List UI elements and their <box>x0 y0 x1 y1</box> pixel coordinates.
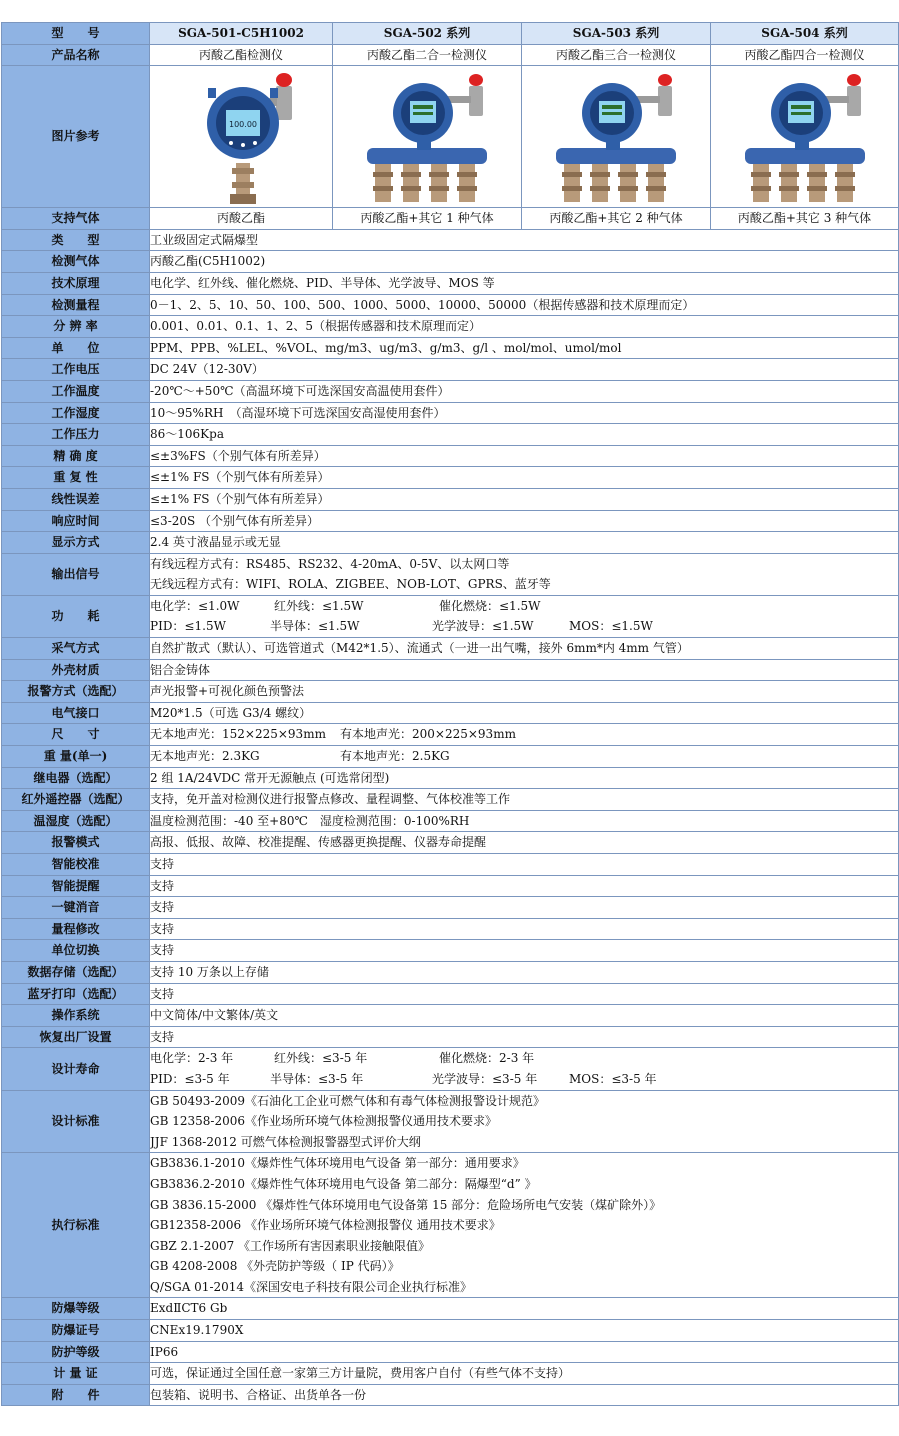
spec-label: 恢复出厂设置 <box>2 1026 150 1048</box>
spec-label: 工作温度 <box>2 380 150 402</box>
spec-value-segment: GB3836.1-2010《爆炸性气体环境用电气设备 第一部分：通用要求》 <box>150 1156 525 1171</box>
device-image-two <box>333 66 522 208</box>
spec-value <box>150 1005 899 1027</box>
spec-value <box>150 940 899 962</box>
spec-value <box>150 424 899 446</box>
spec-row <box>2 316 899 338</box>
spec-value-line <box>150 1298 898 1319</box>
spec-value <box>150 961 899 983</box>
spec-value-line <box>150 1277 898 1298</box>
model-3: SGA-503 系列 <box>522 23 711 45</box>
spec-value-line <box>150 638 898 659</box>
spec-label: 计 量 证 <box>2 1363 150 1385</box>
spec-row <box>2 810 899 832</box>
spec-value-segment: 电化学：≤1.0W <box>150 598 240 613</box>
spec-value <box>150 897 899 919</box>
spec-value-segment: ≤±3%FS（个别气体有所差异） <box>150 448 326 463</box>
spec-label: 重 量(单一) <box>2 746 150 768</box>
spec-row <box>2 532 899 554</box>
spec-value-line <box>150 724 898 745</box>
spec-row <box>2 659 899 681</box>
multi-detector-image-4 <box>735 68 875 206</box>
spec-row <box>2 724 899 746</box>
display-readout: 100.00 <box>229 119 257 129</box>
spec-label: 类 型 <box>2 229 150 251</box>
spec-value-line <box>150 1027 898 1048</box>
spec-value-segment: ≤±1% FS（个别气体有所差异） <box>150 491 330 506</box>
spec-label: 技术原理 <box>2 272 150 294</box>
spec-value-line <box>150 574 898 595</box>
spec-row <box>2 488 899 510</box>
spec-value-line <box>150 424 898 445</box>
spec-value <box>150 702 899 724</box>
supported-gas-label: 支持气体 <box>2 208 150 230</box>
spec-value-segment: 支持 10 万条以上存储 <box>150 964 269 979</box>
spec-value <box>150 789 899 811</box>
spec-row <box>2 272 899 294</box>
spec-value-line <box>150 897 898 918</box>
spec-value <box>150 595 899 637</box>
spec-value-line <box>150 316 898 337</box>
spec-value <box>150 724 899 746</box>
spec-value-segment: 无本地声光：2.3KG <box>150 749 260 764</box>
spec-row <box>2 918 899 940</box>
spec-row <box>2 854 899 876</box>
spec-row <box>2 832 899 854</box>
spec-value-segment: 有线远程方式有：RS485、RS232、4-20mA、0-5V、以太网口等 <box>150 556 510 571</box>
spec-value-line <box>150 811 898 832</box>
spec-row <box>2 961 899 983</box>
product-name-1: 丙酸乙酯检测仪 <box>150 44 333 66</box>
product-name-row <box>2 44 899 66</box>
spec-value-segment: GB 12358-2006《作业场所环境气体检测报警仪通用技术要求》 <box>150 1114 497 1129</box>
spec-value-line <box>150 768 898 789</box>
spec-label: 智能提醒 <box>2 875 150 897</box>
device-image-three <box>522 66 711 208</box>
spec-value <box>150 767 899 789</box>
spec-value <box>150 380 899 402</box>
spec-value-line <box>150 1005 898 1026</box>
spec-label: 精 确 度 <box>2 445 150 467</box>
spec-value-segment: 催化燃烧：2-3 年 <box>439 1051 535 1066</box>
spec-label: 附 件 <box>2 1384 150 1406</box>
spec-value-line <box>150 1215 898 1236</box>
spec-row <box>2 789 899 811</box>
model-label: 型 号 <box>2 23 150 45</box>
spec-value-line <box>150 511 898 532</box>
spec-label: 设计标准 <box>2 1090 150 1153</box>
spec-value-line <box>150 489 898 510</box>
spec-value-segment: GB3836.2-2010《爆炸性气体环境用电气设备 第二部分：隔爆型“d” 》 <box>150 1176 537 1191</box>
spec-value-line <box>150 554 898 575</box>
spec-label: 温湿度（选配） <box>2 810 150 832</box>
spec-value <box>150 402 899 424</box>
spec-value-segment: MOS：≤1.5W <box>569 619 653 634</box>
spec-table <box>1 22 899 1406</box>
spec-row <box>2 746 899 768</box>
spec-value-line <box>150 1153 898 1174</box>
spec-value <box>150 983 899 1005</box>
spec-value-segment: GB 4208-2008 《外壳防护等级（ IP 代码）》 <box>150 1259 400 1274</box>
spec-value-segment: Q/SGA 01-2014《深国安电子科技有限公司企业执行标准》 <box>150 1279 473 1294</box>
spec-label: 单位切换 <box>2 940 150 962</box>
spec-value-segment: 支持 <box>150 857 175 871</box>
spec-row <box>2 553 899 595</box>
spec-value <box>150 1048 899 1090</box>
spec-value <box>150 681 899 703</box>
product-name-4: 丙酸乙酯四合一检测仪 <box>711 44 899 66</box>
spec-value-segment: M20*1.5（可选 G3/4 螺纹） <box>150 705 312 720</box>
spec-value-segment: 支持 <box>150 921 175 936</box>
spec-value-line <box>150 854 898 875</box>
spec-label: 一键消音 <box>2 897 150 919</box>
spec-value-line <box>150 1132 898 1153</box>
spec-label: 报警模式 <box>2 832 150 854</box>
spec-label: 红外遥控器（选配） <box>2 789 150 811</box>
spec-label: 功 耗 <box>2 595 150 637</box>
spec-value-segment: 红外线：≤3-5 年 <box>274 1051 368 1066</box>
spec-label: 防爆证号 <box>2 1320 150 1342</box>
spec-label: 执行标准 <box>2 1153 150 1298</box>
spec-row <box>2 1026 899 1048</box>
spec-value-segment: 可选，保证通过全国任意一家第三方计量院，费用客户自付（有些气体不支持） <box>150 1366 571 1381</box>
spec-value-segment: 86～106Kpa <box>150 427 224 442</box>
spec-row <box>2 638 899 660</box>
spec-value-line <box>150 1111 898 1132</box>
spec-value-line <box>150 338 898 359</box>
spec-value-segment: 声光报警+可视化颜色预警法 <box>150 684 305 699</box>
spec-label: 数据存储（选配） <box>2 961 150 983</box>
spec-value-segment: GBZ 2.1-2007 《工作场所有害因素职业接触限值》 <box>150 1238 431 1253</box>
spec-value-segment: 2 组 1A/24VDC 常开无源触点 (可选常闭型) <box>150 770 390 785</box>
spec-row <box>2 1153 899 1298</box>
spec-label: 量程修改 <box>2 918 150 940</box>
spec-value <box>150 1320 899 1342</box>
spec-value <box>150 229 899 251</box>
spec-value-line <box>150 230 898 251</box>
spec-value-line <box>150 876 898 897</box>
spec-row <box>2 251 899 273</box>
spec-value <box>150 359 899 381</box>
spec-value-segment: ExdⅡCT6 Gb <box>150 1301 228 1316</box>
spec-value <box>150 918 899 940</box>
spec-row <box>2 983 899 1005</box>
spec-value-line <box>150 1174 898 1195</box>
spec-value-segment: 支持 <box>150 1029 175 1044</box>
spec-value <box>150 272 899 294</box>
product-name-label: 产品名称 <box>2 44 150 66</box>
spec-label: 继电器（选配） <box>2 767 150 789</box>
spec-value-segment: 支持 <box>150 943 175 958</box>
spec-value-segment: PPM、PPB、%LEL、%VOL、mg/m3、ug/m3、g/m3、g/l 、mol/mol、umol/mol <box>150 340 622 355</box>
spec-value-line <box>150 532 898 553</box>
spec-value <box>150 1090 899 1153</box>
spec-row <box>2 897 899 919</box>
spec-row <box>2 1341 899 1363</box>
spec-label: 智能校准 <box>2 854 150 876</box>
spec-label: 报警方式（选配） <box>2 681 150 703</box>
supported-gas-row <box>2 208 899 230</box>
spec-value <box>150 488 899 510</box>
spec-value <box>150 532 899 554</box>
model-1: SGA-501-C5H1002 <box>150 23 333 45</box>
model-4: SGA-504 系列 <box>711 23 899 45</box>
spec-label: 输出信号 <box>2 553 150 595</box>
spec-row <box>2 424 899 446</box>
spec-value-segment: 支持 <box>150 900 175 915</box>
spec-value <box>150 832 899 854</box>
spec-row <box>2 1005 899 1027</box>
spec-value-line <box>150 381 898 402</box>
spec-value <box>150 1341 899 1363</box>
model-2: SGA-502 系列 <box>333 23 522 45</box>
spec-row <box>2 380 899 402</box>
spec-value-segment: 自然扩散式（默认）、可选管道式（M42*1.5）、流通式（一进一出气嘴，接外 6mm*内 4mm 气管） <box>150 641 689 656</box>
spec-value-line <box>150 596 898 617</box>
spec-value-line <box>150 919 898 940</box>
spec-value-line <box>150 746 898 767</box>
spec-value <box>150 1026 899 1048</box>
spec-value-segment: GB12358-2006 《作业场所环境气体检测报警仪 通用技术要求》 <box>150 1218 501 1233</box>
spec-value <box>150 854 899 876</box>
spec-value <box>150 1153 899 1298</box>
spec-value-segment: 2.4 英寸液晶显示或无显 <box>150 535 281 550</box>
spec-value-segment: 无本地声光：152×225×93mm <box>150 727 326 742</box>
spec-value-segment: PID：≤3-5 年 <box>150 1071 230 1086</box>
spec-value-segment: 支持 <box>150 878 175 893</box>
product-name-3: 丙酸乙酯三合一检测仪 <box>522 44 711 66</box>
spec-value-line <box>150 446 898 467</box>
spec-value-segment: ≤±1% FS（个别气体有所差异） <box>150 470 330 485</box>
spec-value-segment: 支持 <box>150 986 175 1001</box>
spec-value-line <box>150 660 898 681</box>
spec-row <box>2 875 899 897</box>
spec-value-line <box>150 832 898 853</box>
spec-value-line <box>150 273 898 294</box>
spec-value-segment: 10～95%RH （高湿环境下可选深国安高湿使用套件） <box>150 405 446 420</box>
spec-row <box>2 229 899 251</box>
spec-value <box>150 1363 899 1385</box>
image-row <box>2 66 899 208</box>
spec-value <box>150 467 899 489</box>
spec-value <box>150 510 899 532</box>
spec-value-segment: 0－1、2、5、10、50、100、500、1000、5000、10000、50000（根据传感器和技术原理而定） <box>150 297 695 312</box>
spec-value-line <box>150 962 898 983</box>
spec-row <box>2 595 899 637</box>
product-name-2: 丙酸乙酯二合一检测仪 <box>333 44 522 66</box>
spec-label: 电气接口 <box>2 702 150 724</box>
spec-value-line <box>150 403 898 424</box>
spec-row <box>2 467 899 489</box>
spec-value-segment: 有本地声光：200×225×93mm <box>340 727 516 742</box>
spec-row <box>2 1320 899 1342</box>
spec-label: 采气方式 <box>2 638 150 660</box>
spec-value-line <box>150 1236 898 1257</box>
spec-value <box>150 316 899 338</box>
spec-value-segment: 高报、低报、故障、校准提醒、传感器更换提醒、仪器寿命提醒 <box>150 835 487 850</box>
spec-value-segment: PID：≤1.5W <box>150 619 226 634</box>
spec-value-line <box>150 789 898 810</box>
spec-value-line <box>150 1320 898 1341</box>
spec-label: 分 辨 率 <box>2 316 150 338</box>
spec-value-line <box>150 251 898 272</box>
spec-row <box>2 294 899 316</box>
spec-label: 响应时间 <box>2 510 150 532</box>
spec-row <box>2 402 899 424</box>
spec-label: 重 复 性 <box>2 467 150 489</box>
spec-label: 蓝牙打印（选配） <box>2 983 150 1005</box>
spec-value-segment: 工业级固定式隔爆型 <box>150 232 259 247</box>
spec-value-line <box>150 295 898 316</box>
spec-value-segment: 光学波导：≤1.5W <box>432 619 534 634</box>
spec-label: 检测量程 <box>2 294 150 316</box>
spec-value-segment: MOS：≤3-5 年 <box>569 1071 657 1086</box>
spec-label: 工作压力 <box>2 424 150 446</box>
spec-value <box>150 294 899 316</box>
spec-row <box>2 940 899 962</box>
spec-value-segment: 丙酸乙酯(C5H1002) <box>150 254 266 269</box>
spec-value-segment: 中文简体/中文繁体/英文 <box>150 1008 279 1023</box>
spec-value <box>150 251 899 273</box>
spec-value-segment: 温度检测范围：-40 至+80℃ 湿度检测范围：0-100%RH <box>150 813 470 828</box>
supported-gas-2: 丙酸乙酯+其它 1 种气体 <box>333 208 522 230</box>
spec-value-segment: DC 24V（12-30V） <box>150 362 264 377</box>
spec-value-line <box>150 1195 898 1216</box>
spec-value-line <box>150 940 898 961</box>
spec-row <box>2 767 899 789</box>
spec-label: 单 位 <box>2 337 150 359</box>
model-row <box>2 23 899 45</box>
spec-label: 外壳材质 <box>2 659 150 681</box>
supported-gas-4: 丙酸乙酯+其它 3 种气体 <box>711 208 899 230</box>
spec-value-line <box>150 1363 898 1384</box>
spec-value-segment: IP66 <box>150 1344 179 1359</box>
spec-row <box>2 1090 899 1153</box>
spec-row <box>2 702 899 724</box>
spec-value-segment: 铝合金铸体 <box>150 662 211 677</box>
supported-gas-1: 丙酸乙酯 <box>150 208 333 230</box>
spec-value <box>150 1298 899 1320</box>
spec-value-line <box>150 1069 898 1090</box>
spec-label: 防护等级 <box>2 1341 150 1363</box>
spec-value-segment: JJF 1368-2012 可燃气体检测报警器型式评价大纲 <box>150 1134 421 1149</box>
multi-detector-image-2 <box>357 68 497 206</box>
spec-value <box>150 553 899 595</box>
device-image-four <box>711 66 899 208</box>
spec-row <box>2 359 899 381</box>
spec-value-segment: 有本地声光：2.5KG <box>340 749 450 764</box>
spec-value-segment: -20℃～+50℃（高温环境下可选深国安高温使用套件） <box>150 383 450 398</box>
spec-label: 工作湿度 <box>2 402 150 424</box>
spec-value-line <box>150 1048 898 1069</box>
spec-value-segment: 红外线：≤1.5W <box>274 598 364 613</box>
spec-value <box>150 1384 899 1406</box>
spec-label: 检测气体 <box>2 251 150 273</box>
spec-row <box>2 1298 899 1320</box>
spec-value-segment: 包装箱、说明书、合格证、出货单各一份 <box>150 1387 367 1402</box>
spec-value-segment: 0.001、0.01、0.1、1、2、5（根据传感器和技术原理而定） <box>150 319 482 334</box>
spec-row <box>2 337 899 359</box>
spec-value-line <box>150 616 898 637</box>
spec-row <box>2 681 899 703</box>
spec-label: 工作电压 <box>2 359 150 381</box>
device-image-single <box>150 66 333 208</box>
spec-value-segment: 支持，免开盖对检测仪进行报警点修改、量程调整、气体校准等工作 <box>150 792 511 807</box>
spec-value-segment: 催化燃烧：≤1.5W <box>439 598 541 613</box>
spec-label: 尺 寸 <box>2 724 150 746</box>
spec-value-line <box>150 467 898 488</box>
spec-value <box>150 659 899 681</box>
spec-value-segment: 无线远程方式有：WIFI、ROLA、ZIGBEE、NOB-LOT、GPRS、蓝牙等 <box>150 577 551 592</box>
spec-row <box>2 510 899 532</box>
spec-value <box>150 810 899 832</box>
spec-value-segment: GB 50493-2009《石油化工企业可燃气体和有毒气体检测报警设计规范》 <box>150 1093 545 1108</box>
spec-value <box>150 638 899 660</box>
spec-value-segment: GB 3836.15-2000 《爆炸性气体环境用电气设备第 15 部分：危险场所电气安装（煤矿除外）》 <box>150 1197 662 1212</box>
spec-value-line <box>150 703 898 724</box>
spec-label: 设计寿命 <box>2 1048 150 1090</box>
spec-value-segment: 光学波导：≤3-5 年 <box>432 1071 538 1086</box>
spec-value-segment: 半导体：≤1.5W <box>270 619 360 634</box>
spec-value-segment: 电化学：2-3 年 <box>150 1051 234 1066</box>
spec-label: 防爆等级 <box>2 1298 150 1320</box>
spec-value-segment: ≤3-20S （个别气体有所差异） <box>150 513 320 528</box>
spec-label: 显示方式 <box>2 532 150 554</box>
spec-value-line <box>150 1342 898 1363</box>
spec-value-line <box>150 1385 898 1406</box>
spec-row <box>2 445 899 467</box>
spec-value <box>150 746 899 768</box>
spec-value-segment: 半导体：≤3-5 年 <box>270 1071 364 1086</box>
image-label: 图片参考 <box>2 66 150 208</box>
spec-value-line <box>150 1256 898 1277</box>
spec-label: 操作系统 <box>2 1005 150 1027</box>
spec-label: 线性误差 <box>2 488 150 510</box>
spec-row <box>2 1048 899 1090</box>
spec-value <box>150 337 899 359</box>
spec-value-line <box>150 681 898 702</box>
spec-value <box>150 445 899 467</box>
spec-value-segment: 电化学、红外线、催化燃烧、PID、半导体、光学波导、MOS 等 <box>150 275 495 290</box>
spec-value-line <box>150 1091 898 1112</box>
multi-detector-image-3 <box>546 68 686 206</box>
single-detector-image <box>176 68 306 206</box>
spec-value <box>150 875 899 897</box>
spec-value-line <box>150 359 898 380</box>
spec-row <box>2 1363 899 1385</box>
spec-value-segment: CNEx19.1790X <box>150 1323 244 1338</box>
spec-value-line <box>150 984 898 1005</box>
supported-gas-3: 丙酸乙酯+其它 2 种气体 <box>522 208 711 230</box>
spec-row <box>2 1384 899 1406</box>
